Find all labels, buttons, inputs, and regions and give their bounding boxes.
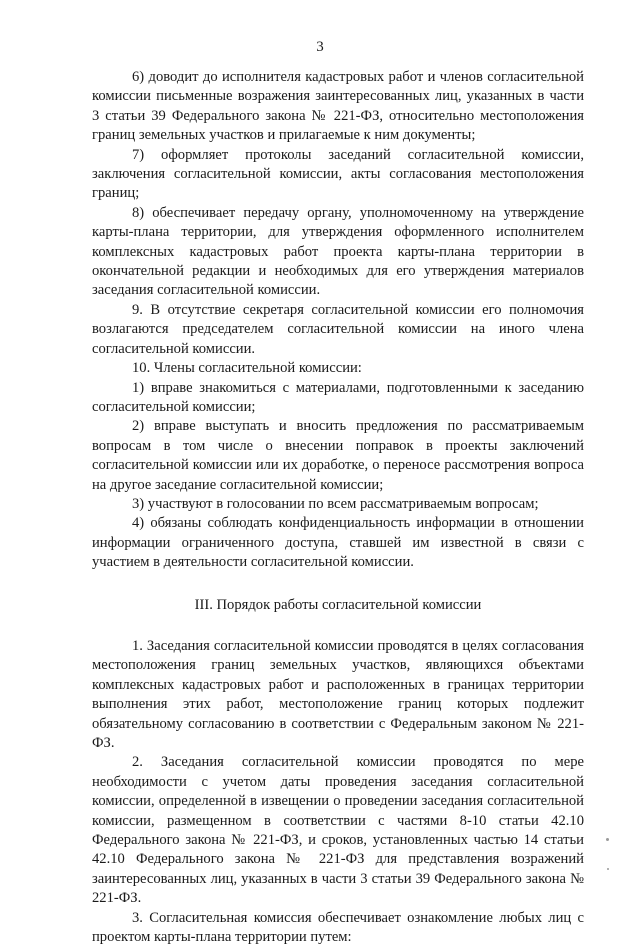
paragraph-clause-10: 10. Члены согласительной комиссии:	[132, 360, 362, 377]
document-body	[92, 68, 584, 947]
paragraph-member-right-2: 2) вправе выступать и вносить предложения по рассматриваемым вопросам в том числе о внесении поправок в проекты заключений согласительной комиссии или их доработке, о переносе рассмотрения вопроса на другое заседание согласительной комиссии;	[92, 418, 584, 493]
section-heading: III. Порядок работы согласительной комиссии	[194, 596, 482, 613]
paragraph-member-right-1: 1) вправе знакомиться с материалами, подготовленными к заседанию согласительной комиссии;	[92, 379, 584, 415]
paragraph-item-7: 7) оформляет протоколы заседаний согласительной комиссии, заключения согласительной комиссии, акты согласования местоположения границ;	[92, 146, 584, 202]
scan-speck	[606, 838, 609, 841]
paragraph-section-3-clause-3: 3. Согласительная комиссия обеспечивает ознакомление любых лиц с проектом карты-плана территории путем:	[92, 909, 584, 946]
paragraph-section-3-clause-1: 1. Заседания согласительной комиссии проводятся в целях согласования местоположения границ земельных участков, являющихся объектами комплексных кадастровых работ и расположенных в границах территории выполнения этих работ, местоположение границ которых подлежит обязательному согласованию в соответствии с Федеральным законом № 221-ФЗ.	[92, 637, 584, 751]
paragraph-member-duty-4: 4) обязаны соблюдать конфиденциальность информации в отношении информации ограниченного доступа, ставшей им известной в связи с участием в деятельности согласительной комиссии.	[92, 515, 584, 571]
scan-speck	[607, 868, 609, 870]
paragraph-clause-9: 9. В отсутствие секретаря согласительной комиссии его полномочия возлагаются председателем согласительной комиссии на иного члена согласительной комиссии.	[92, 301, 584, 357]
paragraph-item-6: 6) доводит до исполнителя кадастровых работ и членов согласительной комиссии письменные возражения заинтересованных лиц, указанных в части 3 статьи 39 Федерального закона № 221-ФЗ, относительно местоположения границ земельных участков и прилагаемые к ним документы;	[92, 69, 584, 144]
page-number: 3	[316, 39, 324, 55]
paragraph-section-3-clause-2: 2. Заседания согласительной комиссии проводятся по мере необходимости с учетом даты проведения заседания согласительной комиссии, определенной в извещении о проведении заседания согласительной комиссии, размещенном в соответствии с частями 8-10 статьи 42.10 Федерального закона № 221-ФЗ, и сроков, установленных частью 14 статьи 42.10 Федерального закона № 221-ФЗ для представления возражений заинтересованных лиц, указанных в части 3 статьи 39 Федерального закона № 221-ФЗ.	[92, 754, 584, 907]
paragraph-item-8: 8) обеспечивает передачу органу, уполномоченному на утверждение карты-плана территории, для утверждения оформленного исполнителем комплексных кадастровых работ проекта карты-плана территории в окончательной редакции и необходимых для его утверждения материалов заседания согласительной комиссии.	[92, 204, 584, 299]
paragraph-member-duty-3: 3) участвуют в голосовании по всем рассматриваемым вопросам;	[132, 495, 539, 512]
